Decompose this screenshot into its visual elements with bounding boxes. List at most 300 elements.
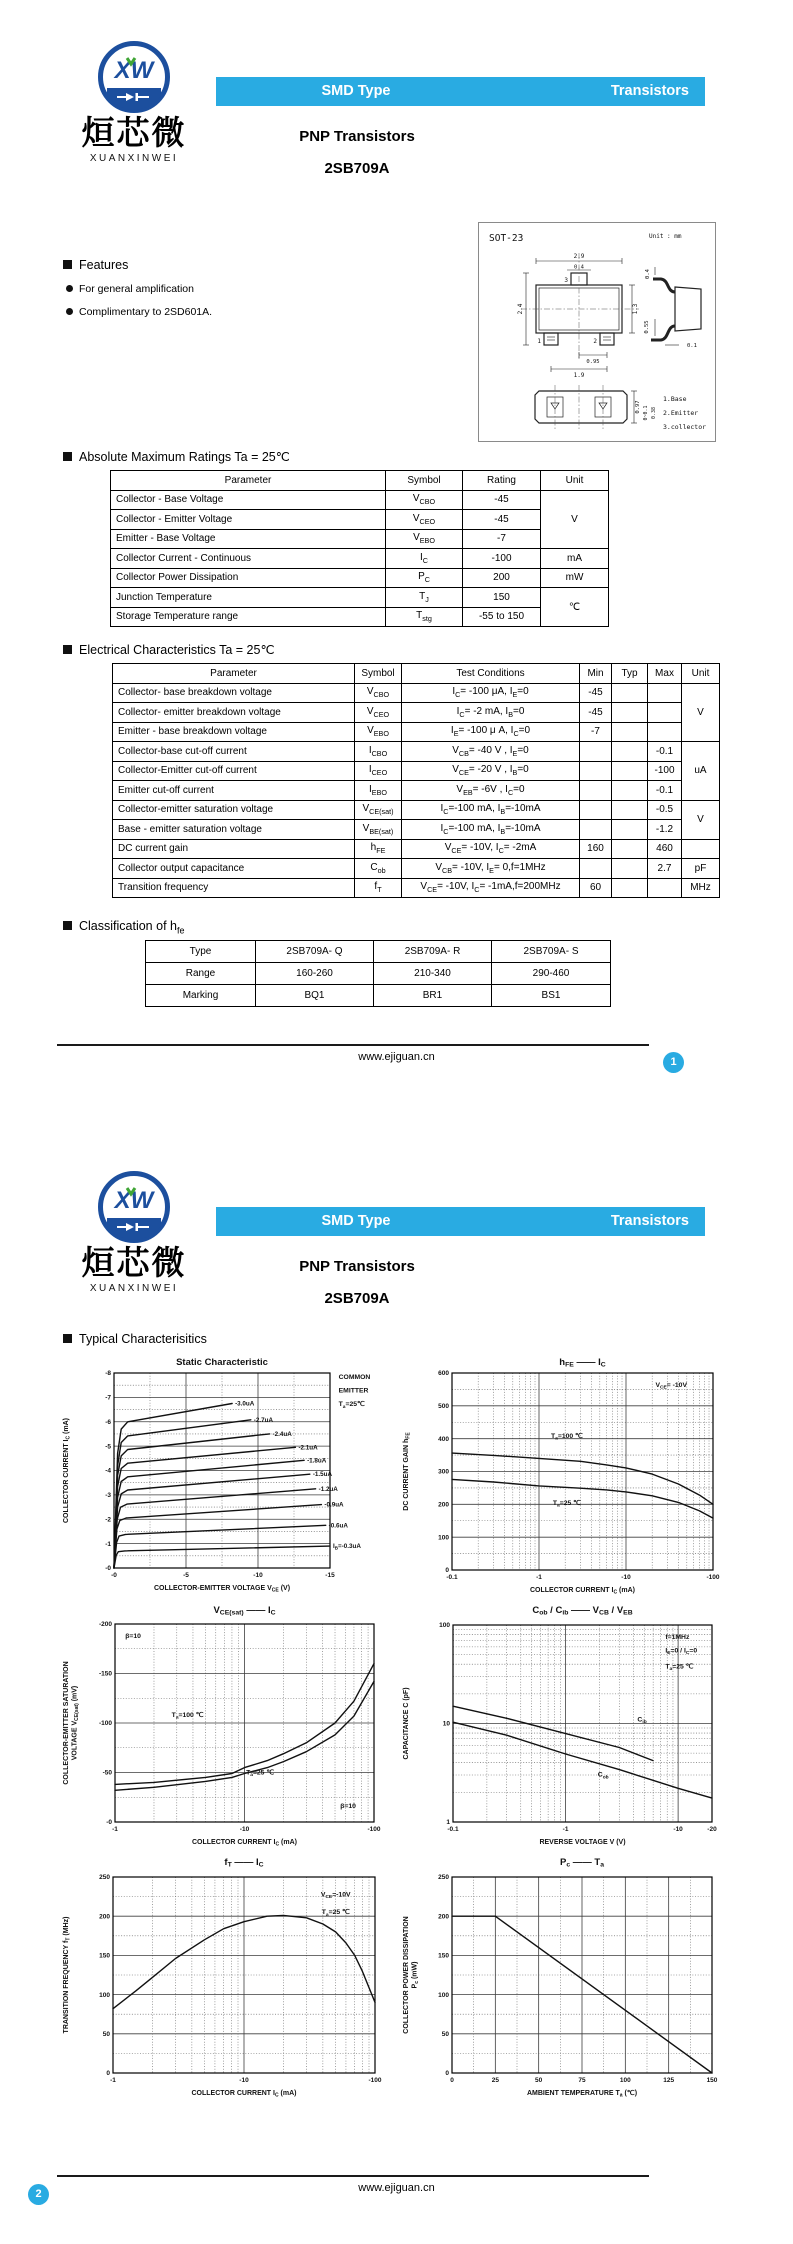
banner-right-label: Transistors: [610, 83, 689, 99]
svg-text:VCE= -10V: $V_{CE}= -10V$: [655, 1381, 688, 1391]
svg-text:-4: -4: [105, 1467, 111, 1475]
svg-text:-100: -100: [367, 1826, 381, 1833]
svg-text:100: 100: [438, 1534, 449, 1542]
table-cell: $V_{CEO}$: [355, 703, 402, 723]
table-row: [111, 607, 609, 627]
column-header: Test Conditions: [402, 664, 580, 684]
table-cell: $V_{CE}= -20$ V , $I_B=0$: [402, 761, 580, 781]
table-cell: $V_{BE(sat)}$: [355, 820, 402, 840]
brand-logo: [74, 1170, 194, 1294]
column-header: Min: [580, 664, 612, 684]
table-cell: $I_{EBO}$: [355, 781, 402, 801]
svg-text:-3: -3: [105, 1492, 111, 1500]
features-heading: Features: [63, 258, 128, 272]
svg-text:0: 0: [445, 1567, 449, 1575]
table-cell: [580, 761, 612, 781]
table-cell: 290-460: [492, 963, 611, 985]
table-cell: $V_{CE}= -10V$, $I_C= -1mA,f=200MHz$: [402, 878, 580, 898]
table-cell: -7: [463, 529, 541, 549]
svg-text:500: 500: [438, 1403, 449, 1411]
svg-text:-2: -2: [105, 1516, 111, 1524]
footer-rule: [57, 2175, 649, 2177]
table-cell: 60: [580, 878, 612, 898]
table-cell: [612, 761, 648, 781]
table-cell: ℃: [541, 588, 609, 627]
chart-hfe-ic-cell: [398, 1352, 728, 1602]
svg-text:200: 200: [99, 1913, 110, 1921]
typical-characteristics-heading: Typical Characterisitics: [63, 1332, 207, 1346]
svg-text:Ta=100 ℃: $T_a=100$ ℃: [550, 1433, 583, 1442]
dim-lead-top: 0.4: [645, 269, 651, 279]
table-cell: -45: [463, 490, 541, 510]
table-cell: -45: [580, 703, 612, 723]
dim-span: 1.9: [573, 372, 585, 379]
table-row: [146, 941, 611, 963]
table-row: [111, 568, 609, 588]
chart-pc-ta: [398, 1852, 728, 2110]
svg-text:REVERSE VOLTAGE V (V): REVERSE VOLTAGE V (V): [539, 1839, 626, 1846]
svg-text:-5: -5: [183, 1572, 189, 1579]
table-cell: $h_{FE}$: [355, 839, 402, 859]
svg-text:IB=-0.3uA: $I_B=-0.3uA$: [333, 1543, 361, 1551]
brand-name-en: XUANXINWEI: [89, 1283, 179, 1294]
table-cell: -0.1: [648, 742, 682, 762]
svg-text:Ta=25 ℃: $T_a=25$ ℃: [321, 1909, 350, 1918]
series-IB--1.5uA: [114, 1474, 310, 1568]
table-cell: $V_{CBO}$: [386, 490, 463, 510]
table-cell: DC current gain: [113, 839, 355, 859]
svg-text:25: 25: [491, 2077, 499, 2084]
abs-max-heading: Absolute Maximum Ratings Ta = 25℃: [63, 449, 290, 464]
table-cell: Storage Temperature range: [111, 607, 386, 627]
table-cell: $I_E= -100$ μ A, $I_C=0$: [402, 722, 580, 742]
pin-legend-collector: 3.collector: [663, 423, 707, 431]
table-cell: Collector - Emitter Voltage: [111, 510, 386, 530]
svg-text:COLLECTOR CURRENT IC (mA): COLLECTOR CURRENT $I_C$ (mA): [191, 1839, 298, 1848]
column-header: Symbol: [355, 664, 402, 684]
brand-name-cn: 烜芯微: [81, 114, 187, 151]
table-cell: $T_{stg}$: [386, 607, 463, 627]
table-cell: -45: [580, 683, 612, 703]
svg-text:Cob: $C_{ob}$: [597, 1771, 609, 1781]
svg-text:AMBIENT TEMPERATURE Ta (℃): AMBIENT TEMPERATURE $T_a$ (℃): [526, 2090, 638, 2099]
column-header: Symbol: [386, 471, 463, 491]
svg-text:Static Characteristic: Static Characteristic: [176, 1357, 268, 1368]
dim-body-height: 2.4: [517, 303, 524, 315]
table-cell: 2.7: [648, 859, 682, 879]
table-cell: V: [682, 683, 720, 742]
table-cell: mW: [541, 568, 609, 588]
svg-text:Ta=25 ℃: $T_a=25$ ℃: [552, 1499, 581, 1509]
table-cell: $V_{CE}= -10V$, $I_C= -2mA$: [402, 839, 580, 859]
chart-vcesat-ic: [58, 1600, 393, 1850]
dim-pin3-width: 0.4: [574, 264, 584, 271]
table-row: [111, 510, 609, 530]
abs-table: [110, 470, 609, 627]
banner-left-label: SMD Type: [321, 83, 391, 99]
svg-text:Pc (mW): $P_c$ (mW): [411, 1961, 421, 1989]
svg-text:100: 100: [438, 1991, 449, 1999]
svg-text:-100: -100: [368, 2077, 382, 2084]
table-row: [113, 761, 720, 781]
table-cell: 2SB709A- R: [374, 941, 492, 963]
svg-text:-150: -150: [98, 1670, 112, 1678]
bullet-icon: [66, 308, 73, 315]
table-cell: mA: [541, 549, 609, 569]
svg-text:Cob / Cib ―― VCB / VEB: Cob / Cib ―― VCB / VEB: [532, 1605, 633, 1617]
table-cell: -100: [463, 549, 541, 569]
svg-text:COLLECTOR-EMITTER SATURATION: COLLECTOR-EMITTER SATURATION: [63, 1661, 70, 1785]
svg-text:-10: -10: [239, 1826, 250, 1833]
svg-text:-3.0uA: -3.0uA: [235, 1400, 255, 1408]
table-cell: 210-340: [374, 963, 492, 985]
svg-text:150: 150: [438, 1952, 449, 1960]
table-cell: Collector Power Dissipation: [111, 568, 386, 588]
svg-text:Ta=25 ℃: $T_a=25$ ℃: [246, 1769, 275, 1779]
svg-text:CAPACITANCE C (pF): CAPACITANCE C (pF): [403, 1687, 410, 1760]
table-row: [113, 683, 720, 703]
table-cell: MHz: [682, 878, 720, 898]
svg-text:600: 600: [438, 1370, 449, 1378]
table-cell: [648, 703, 682, 723]
table-cell: [580, 742, 612, 762]
table-cell: Base - emitter saturation voltage: [113, 820, 355, 840]
svg-text:0: 0: [445, 2070, 449, 2078]
part-number-title: 2SB709A: [324, 1290, 390, 1307]
table-cell: Emitter - Base Voltage: [111, 529, 386, 549]
feature-item-1: For general amplification: [66, 283, 194, 295]
svg-text:COLLECTOR-EMITTER VOLTAGE VC: COLLECTOR-EMITTER VOLTAGE $V_{CE}$ (V): [153, 1585, 291, 1594]
svg-text:XW: XW: [114, 1187, 154, 1214]
table-cell: $V_{CB}= -40$ V , $I_E=0$: [402, 742, 580, 762]
table-cell: $I_{CBO}$: [355, 742, 402, 762]
electrical-characteristics-table: [112, 663, 720, 898]
footer-url[interactable]: www.ejiguan.cn: [358, 1051, 435, 1063]
table-cell: Transition frequency: [113, 878, 355, 898]
svg-text:-0.1: -0.1: [446, 1574, 458, 1581]
svg-text:-10: -10: [253, 1572, 263, 1579]
hfe-classification-heading: Classification of $h_{fe}$: [63, 919, 184, 936]
header-row: [113, 664, 720, 684]
table-cell: Emitter cut-off current: [113, 781, 355, 801]
table-cell: [612, 683, 648, 703]
table-cell: [580, 781, 612, 801]
table-cell: -45: [463, 510, 541, 530]
svg-text:125: 125: [663, 2077, 675, 2084]
svg-text:VOLTAGE VCE(sat) (mV): VOLTAGE $V_{CE(sat)}$ (mV): [71, 1685, 81, 1761]
banner-right-label: Transistors: [610, 1213, 689, 1229]
svg-text:100: 100: [439, 1622, 450, 1630]
svg-text:f=1MHz: f=1MHz: [665, 1633, 690, 1641]
table-cell: -0.1: [648, 781, 682, 801]
svg-text:1: 1: [446, 1819, 450, 1827]
dim-body-width: 2.9: [573, 253, 585, 260]
table-cell: -100: [648, 761, 682, 781]
table-cell: [580, 859, 612, 879]
column-header: Max: [648, 664, 682, 684]
table-cell: $I_C= -100$ μA, $I_E=0$: [402, 683, 580, 703]
series-IB--0.9uA: [114, 1505, 321, 1568]
svg-text:100: 100: [99, 1991, 110, 1999]
svg-text:-1: -1: [110, 2077, 116, 2084]
svg-text:50: 50: [102, 2031, 110, 2038]
svg-text:-2.7uA: -2.7uA: [253, 1416, 274, 1424]
table-cell: $C_{ob}$: [355, 859, 402, 879]
svg-text:100: 100: [619, 2077, 631, 2084]
table-cell: [648, 878, 682, 898]
svg-text:-1: -1: [536, 1574, 542, 1581]
table-cell: 160: [580, 839, 612, 859]
table-cell: $I_{CEO}$: [355, 761, 402, 781]
svg-text:-0: -0: [106, 1819, 112, 1827]
table-cell: $V_{EBO}$: [386, 529, 463, 549]
table-cell: 150: [463, 588, 541, 608]
dim-lead-bottom: 0.55: [644, 320, 650, 334]
svg-text:-50: -50: [102, 1769, 112, 1777]
svg-text:COLLECTOR CURRENT IC (mA): COLLECTOR CURRENT $I_C$ (mA): [191, 2090, 297, 2099]
type-banner: [216, 1207, 705, 1236]
table-cell: Collector-Emitter cut-off current: [113, 761, 355, 781]
table-row: [111, 490, 609, 510]
table-cell: [612, 742, 648, 762]
dim-height: 0.97: [635, 400, 641, 414]
svg-text:-100: -100: [706, 1574, 720, 1581]
table-row: [113, 820, 720, 840]
svg-text:TRANSITION FREQUENCY fT (M: TRANSITION FREQUENCY $f_T$ (MHz): [63, 1916, 72, 2034]
svg-text:β=10: β=10: [340, 1803, 356, 1811]
svg-text:-1: -1: [105, 1540, 111, 1548]
chart-ft-ic-cell: [58, 1852, 393, 2110]
svg-text:COMMON: COMMON: [338, 1373, 371, 1381]
svg-text:-7: -7: [105, 1394, 111, 1402]
table-cell: Junction Temperature: [111, 588, 386, 608]
svg-text:Cib: $C_{ib}$: [637, 1716, 647, 1726]
svg-text:200: 200: [438, 1913, 449, 1921]
section-marker: [63, 260, 72, 269]
table-cell: $I_C= -2$ mA, $I_B=0$: [402, 703, 580, 723]
package-outline-box: [478, 222, 716, 442]
chart-static-characteristic-cell: [58, 1352, 393, 1602]
table-row: [113, 800, 720, 820]
table-cell: uA: [682, 742, 720, 801]
dim-inner-height: 1.3: [632, 303, 639, 315]
table-cell: [682, 839, 720, 859]
product-family-title: PNP Transistors: [299, 128, 415, 145]
table-cell: 160-260: [256, 963, 374, 985]
svg-text:-8: -8: [105, 1370, 111, 1378]
page-number-badge: 2: [28, 2184, 49, 2205]
table-cell: Collector Current - Continuous: [111, 549, 386, 569]
svg-text:200: 200: [438, 1501, 449, 1509]
product-family-title: PNP Transistors: [299, 1258, 415, 1275]
svg-text:50: 50: [441, 2031, 449, 2038]
svg-text:EMITTER: EMITTER: [338, 1387, 369, 1395]
svg-text:-0: -0: [105, 1565, 111, 1573]
svg-text:300: 300: [438, 1468, 449, 1476]
svg-text:-0: -0: [111, 1572, 117, 1579]
series-IB--1.2uA: [114, 1489, 316, 1568]
chart-ft-ic: [58, 1852, 393, 2110]
table-cell: -0.5: [648, 800, 682, 820]
column-header: Parameter: [113, 664, 355, 684]
svg-text:150: 150: [99, 1952, 110, 1960]
header-row: [111, 471, 609, 491]
chart-cob-cib-voltage: [398, 1600, 728, 1850]
svg-text:hFE ―― IC: hFE ―― IC: [559, 1357, 606, 1369]
chart-capacitance-cell: [398, 1600, 728, 1850]
package-name: SOT-23: [489, 233, 524, 244]
svg-text:IE=0 / IC=0: $I_E=0 / I_C=0$: [665, 1647, 698, 1657]
electrical-characteristics-heading: Electrical Characteristics Ta = 25℃: [63, 642, 274, 657]
banner-left-label: SMD Type: [321, 1213, 391, 1229]
table-cell: Collector-emitter saturation voltage: [113, 800, 355, 820]
table-row: [113, 839, 720, 859]
series-Cib: [453, 1706, 653, 1760]
svg-text:-1: -1: [562, 1826, 569, 1833]
svg-text:-10: -10: [239, 2077, 249, 2084]
brand-logo-icon: [97, 1170, 171, 1244]
section-marker: [63, 1334, 72, 1343]
section-marker: [63, 452, 72, 461]
table-cell: [612, 878, 648, 898]
table-cell: -55 to 150: [463, 607, 541, 627]
svg-text:β=10: β=10: [125, 1632, 141, 1640]
table-cell: [612, 703, 648, 723]
brand-name-en: XUANXINWEI: [89, 153, 179, 164]
svg-text:0: 0: [450, 2077, 454, 2084]
table-row: [113, 859, 720, 879]
svg-text:-1.2uA: -1.2uA: [318, 1485, 338, 1493]
svg-text:-10: -10: [621, 1574, 631, 1581]
svg-text:Ta=25 ℃: $T_a=25$ ℃: [665, 1663, 694, 1672]
dim-lead-thickness: 0.1: [687, 343, 697, 349]
part-number-title: 2SB709A: [324, 160, 390, 177]
svg-text:400: 400: [438, 1435, 449, 1443]
table-cell: -1.2: [648, 820, 682, 840]
type-banner: [216, 77, 705, 106]
chart-vcesat-ic-cell: [58, 1600, 393, 1850]
svg-text:Ta=100 ℃: $T_a=100$ ℃: [171, 1712, 204, 1721]
pin-legend-emitter: 2.Emitter: [663, 409, 699, 417]
table-cell: -7: [580, 722, 612, 742]
table-cell: [612, 839, 648, 859]
series-IB--2.7uA: [114, 1420, 251, 1568]
table-row: [113, 703, 720, 723]
dim-pitch: 0.95: [586, 359, 600, 365]
footer-rule: [57, 1044, 649, 1046]
feature-item-2: Complimentary to 2SD601A.: [66, 306, 212, 318]
pin2-number: 2: [593, 338, 597, 345]
svg-text:DC CURRENT GAIN hFE: DC CURRENT GAIN $h_{FE}$: [403, 1432, 412, 1511]
table-row: [111, 588, 609, 608]
table-cell: 2SB709A- Q: [256, 941, 374, 963]
table-row: [113, 878, 720, 898]
svg-text:-5: -5: [105, 1443, 111, 1451]
series-IB--1.8uA: [114, 1460, 304, 1568]
table-cell: [612, 859, 648, 879]
series-Ta-25-: [452, 1479, 713, 1518]
elec-table: [112, 663, 720, 898]
column-header: Unit: [682, 664, 720, 684]
table-cell: BQ1: [256, 985, 374, 1007]
table-row: [146, 963, 611, 985]
footer-url[interactable]: www.ejiguan.cn: [358, 2182, 435, 2194]
svg-text:250: 250: [438, 1874, 449, 1882]
pin3-number: 3: [564, 277, 568, 284]
page-2: [0, 1122, 793, 2244]
table-cell: $V_{CBO}$: [355, 683, 402, 703]
table-cell: pF: [682, 859, 720, 879]
package-drawing: [479, 223, 715, 441]
svg-text:-1.8uA: -1.8uA: [307, 1457, 327, 1465]
series-Ta-100-: [452, 1453, 713, 1504]
svg-text:COLLECTOR CURRENT IC (mA): COLLECTOR CURRENT $I_C$ (mA): [63, 1417, 72, 1524]
table-cell: Collector- emitter breakdown voltage: [113, 703, 355, 723]
svg-text:75: 75: [578, 2077, 586, 2084]
table-cell: $V_{CEO}$: [386, 510, 463, 530]
svg-text:50: 50: [535, 2077, 543, 2084]
table-cell: $T_J$: [386, 588, 463, 608]
table-cell: $V_{EB}= -6V$ , $I_C=0$: [402, 781, 580, 801]
chart-pc-ta-cell: [398, 1852, 728, 2110]
table-cell: V: [541, 490, 609, 549]
table-cell: $f_T$: [355, 878, 402, 898]
table-cell: 2SB709A- S: [492, 941, 611, 963]
table-row: [111, 549, 609, 569]
svg-text:VCE=-10V: $V_{CE}=-10V$: [320, 1891, 351, 1901]
svg-text:0: 0: [106, 2070, 110, 2078]
table-row: [146, 985, 611, 1007]
table-cell: 200: [463, 568, 541, 588]
hfe-classification-table: [145, 940, 611, 1007]
table-cell: $V_{CE(sat)}$: [355, 800, 402, 820]
svg-text:VCE(sat) ―― IC: VCE(sat) ―― IC: [213, 1605, 276, 1617]
absolute-maximum-ratings-table: [110, 470, 609, 627]
chart-hfe-ic: [398, 1352, 728, 1602]
table-cell: $V_{EBO}$: [355, 722, 402, 742]
table-cell: V: [682, 800, 720, 839]
hfe-table: [145, 940, 611, 1007]
table-cell: $P_C$: [386, 568, 463, 588]
svg-text:-10: -10: [673, 1826, 683, 1833]
svg-text:XW: XW: [114, 57, 154, 84]
svg-text:-2.1uA: -2.1uA: [298, 1444, 318, 1452]
table-cell: Type: [146, 941, 256, 963]
table-cell: BS1: [492, 985, 611, 1007]
table-cell: $V_{CB}= -10V$, $I_E= 0,f=1MHz$: [402, 859, 580, 879]
table-row: [111, 529, 609, 549]
svg-text:-100: -100: [98, 1720, 112, 1728]
svg-text:-15: -15: [325, 1572, 335, 1579]
table-cell: [648, 722, 682, 742]
package-unit: Unit : mm: [649, 233, 682, 240]
table-cell: [580, 800, 612, 820]
table-cell: $I_C$: [386, 549, 463, 569]
brand-logo-icon: [97, 40, 171, 114]
svg-text:250: 250: [99, 1874, 110, 1882]
svg-text:150: 150: [706, 2077, 718, 2084]
svg-text:-0.6uA: -0.6uA: [328, 1522, 348, 1530]
svg-text:-1.5uA: -1.5uA: [312, 1471, 333, 1479]
svg-text:-200: -200: [98, 1621, 112, 1629]
table-cell: $I_C=-100$ mA, $I_B=-10mA$: [402, 800, 580, 820]
svg-text:-0.1: -0.1: [447, 1826, 459, 1833]
svg-text:10: 10: [442, 1720, 450, 1728]
svg-text:fT ―― IC: fT ―― IC: [224, 1857, 264, 1869]
dim-standoff: 0~0.1: [643, 405, 649, 421]
column-header: Parameter: [111, 471, 386, 491]
page-number-badge: 1: [663, 1052, 684, 1073]
